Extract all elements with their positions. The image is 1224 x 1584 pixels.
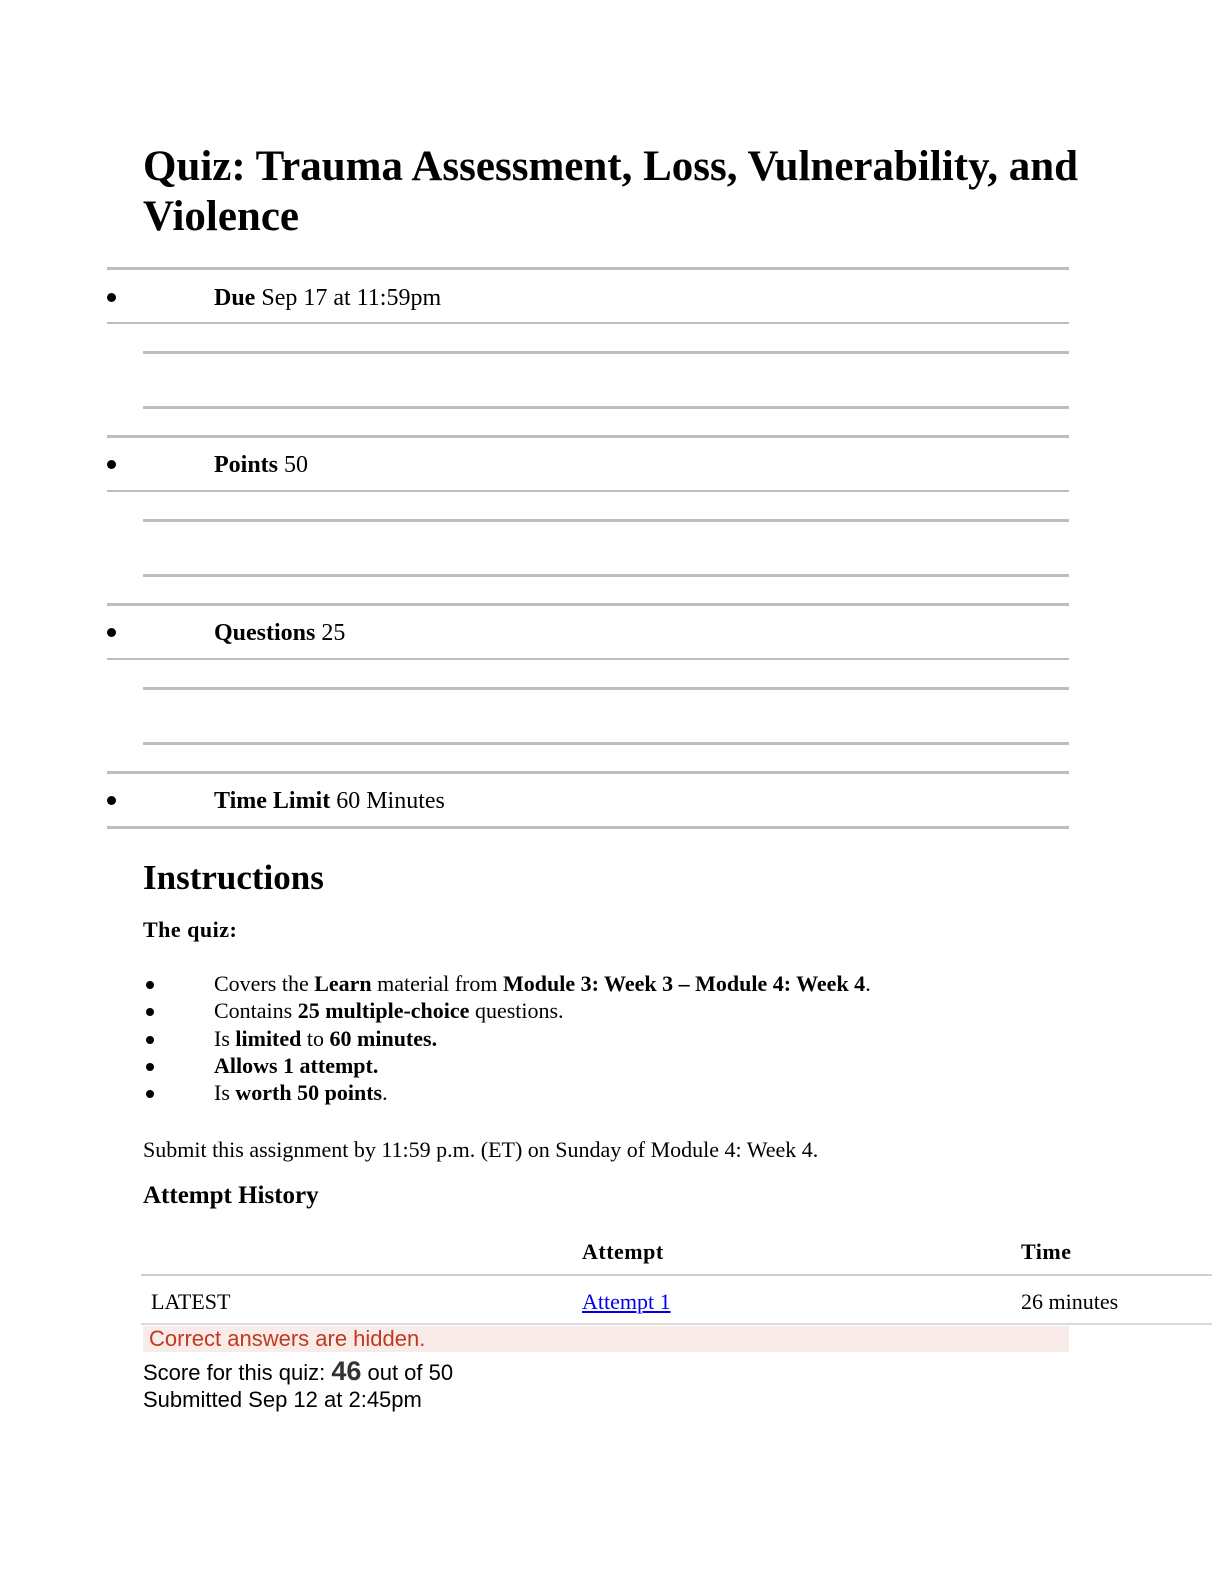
bullet-icon [146, 981, 154, 989]
questions [214, 618, 345, 648]
points-value: 50 [284, 452, 309, 478]
bullet-icon [107, 628, 116, 637]
attempt-1-link[interactable]: Attempt 1 [582, 1289, 671, 1314]
instruction-text: Covers the [214, 971, 315, 996]
points [214, 450, 308, 480]
divider [143, 742, 1069, 745]
column-header-time: Time [1021, 1239, 1072, 1264]
submit-note: Submit this assignment by 11:59 p.m. (ET) on Sunday of Module 4: Week 4. [143, 1137, 819, 1162]
due-value: Sep 17 at 11:59pm [261, 285, 442, 311]
instruction-text: Is [214, 1080, 236, 1106]
instruction-item [143, 997, 871, 1024]
divider [107, 658, 1069, 660]
instruction-emphasis: 25 multiple-choice [297, 998, 470, 1024]
divider [107, 322, 1069, 324]
divider [143, 687, 1069, 690]
attempt-history-heading: Attempt History [143, 1182, 319, 1209]
bullet-icon [107, 796, 116, 805]
bullet-icon [146, 1036, 154, 1044]
instruction-emphasis: limited [235, 1025, 302, 1051]
instructions-list [143, 970, 871, 1106]
instruction-text: Is [214, 1025, 236, 1051]
due-date [214, 283, 441, 313]
instruction-text: . [865, 971, 871, 996]
bullet-icon [107, 460, 116, 469]
bullet-icon [146, 1008, 154, 1016]
instructions-intro: The quiz: [143, 917, 238, 942]
instruction-text: . [382, 1080, 388, 1106]
instruction-emphasis: Learn [314, 971, 372, 996]
table-row-divider [141, 1323, 1212, 1325]
instruction-item [143, 1052, 871, 1079]
page-title: Quiz: Trauma Assessment, Loss, Vulnerability, and Violence [143, 143, 1079, 240]
time-limit-value: 60 Minutes [336, 788, 445, 814]
instruction-emphasis: worth 50 points [235, 1080, 383, 1106]
score-value: 46 [331, 1356, 362, 1386]
instruction-text: to [301, 1025, 330, 1051]
table-header-divider [141, 1274, 1212, 1276]
correct-answers-hidden-notice: Correct answers are hidden. [143, 1326, 1069, 1352]
instruction-item [143, 970, 871, 997]
bullet-icon [107, 293, 116, 302]
instruction-item [143, 1025, 871, 1052]
instruction-text: material from [371, 971, 503, 996]
row-label-latest: LATEST [151, 1289, 231, 1314]
instructions-heading: Instructions [143, 858, 324, 897]
bullet-icon [146, 1063, 154, 1071]
time-limit [214, 786, 445, 816]
divider [143, 351, 1069, 354]
divider [107, 267, 1069, 270]
instruction-emphasis: Module 3: Week 3 – Module 4: Week 4 [503, 971, 866, 996]
score-line [143, 1354, 453, 1390]
divider [107, 435, 1069, 438]
score-prefix: Score for this quiz: [143, 1360, 332, 1385]
questions-value: 25 [321, 620, 346, 646]
divider [107, 826, 1069, 829]
bullet-icon [146, 1090, 154, 1098]
time-limit-label: Time Limit [214, 788, 331, 814]
divider [107, 771, 1069, 774]
column-header-attempt: Attempt [582, 1239, 664, 1264]
divider [107, 490, 1069, 492]
time-cell: 26 minutes [1021, 1289, 1119, 1314]
questions-label: Questions [214, 620, 316, 646]
instruction-emphasis: 60 minutes. [329, 1025, 438, 1051]
divider [143, 574, 1069, 577]
divider [107, 603, 1069, 606]
attempt-cell [582, 1287, 671, 1317]
instruction-emphasis: Allows 1 attempt. [214, 1052, 379, 1078]
submitted-timestamp: Submitted Sep 12 at 2:45pm [143, 1387, 422, 1412]
divider [143, 406, 1069, 409]
score-suffix: out of 50 [361, 1360, 454, 1385]
instruction-item [143, 1079, 871, 1106]
points-label: Points [214, 452, 279, 478]
divider [143, 519, 1069, 522]
instruction-text: Contains [214, 998, 298, 1024]
due-label: Due [214, 285, 256, 311]
instruction-text: questions. [469, 998, 564, 1024]
